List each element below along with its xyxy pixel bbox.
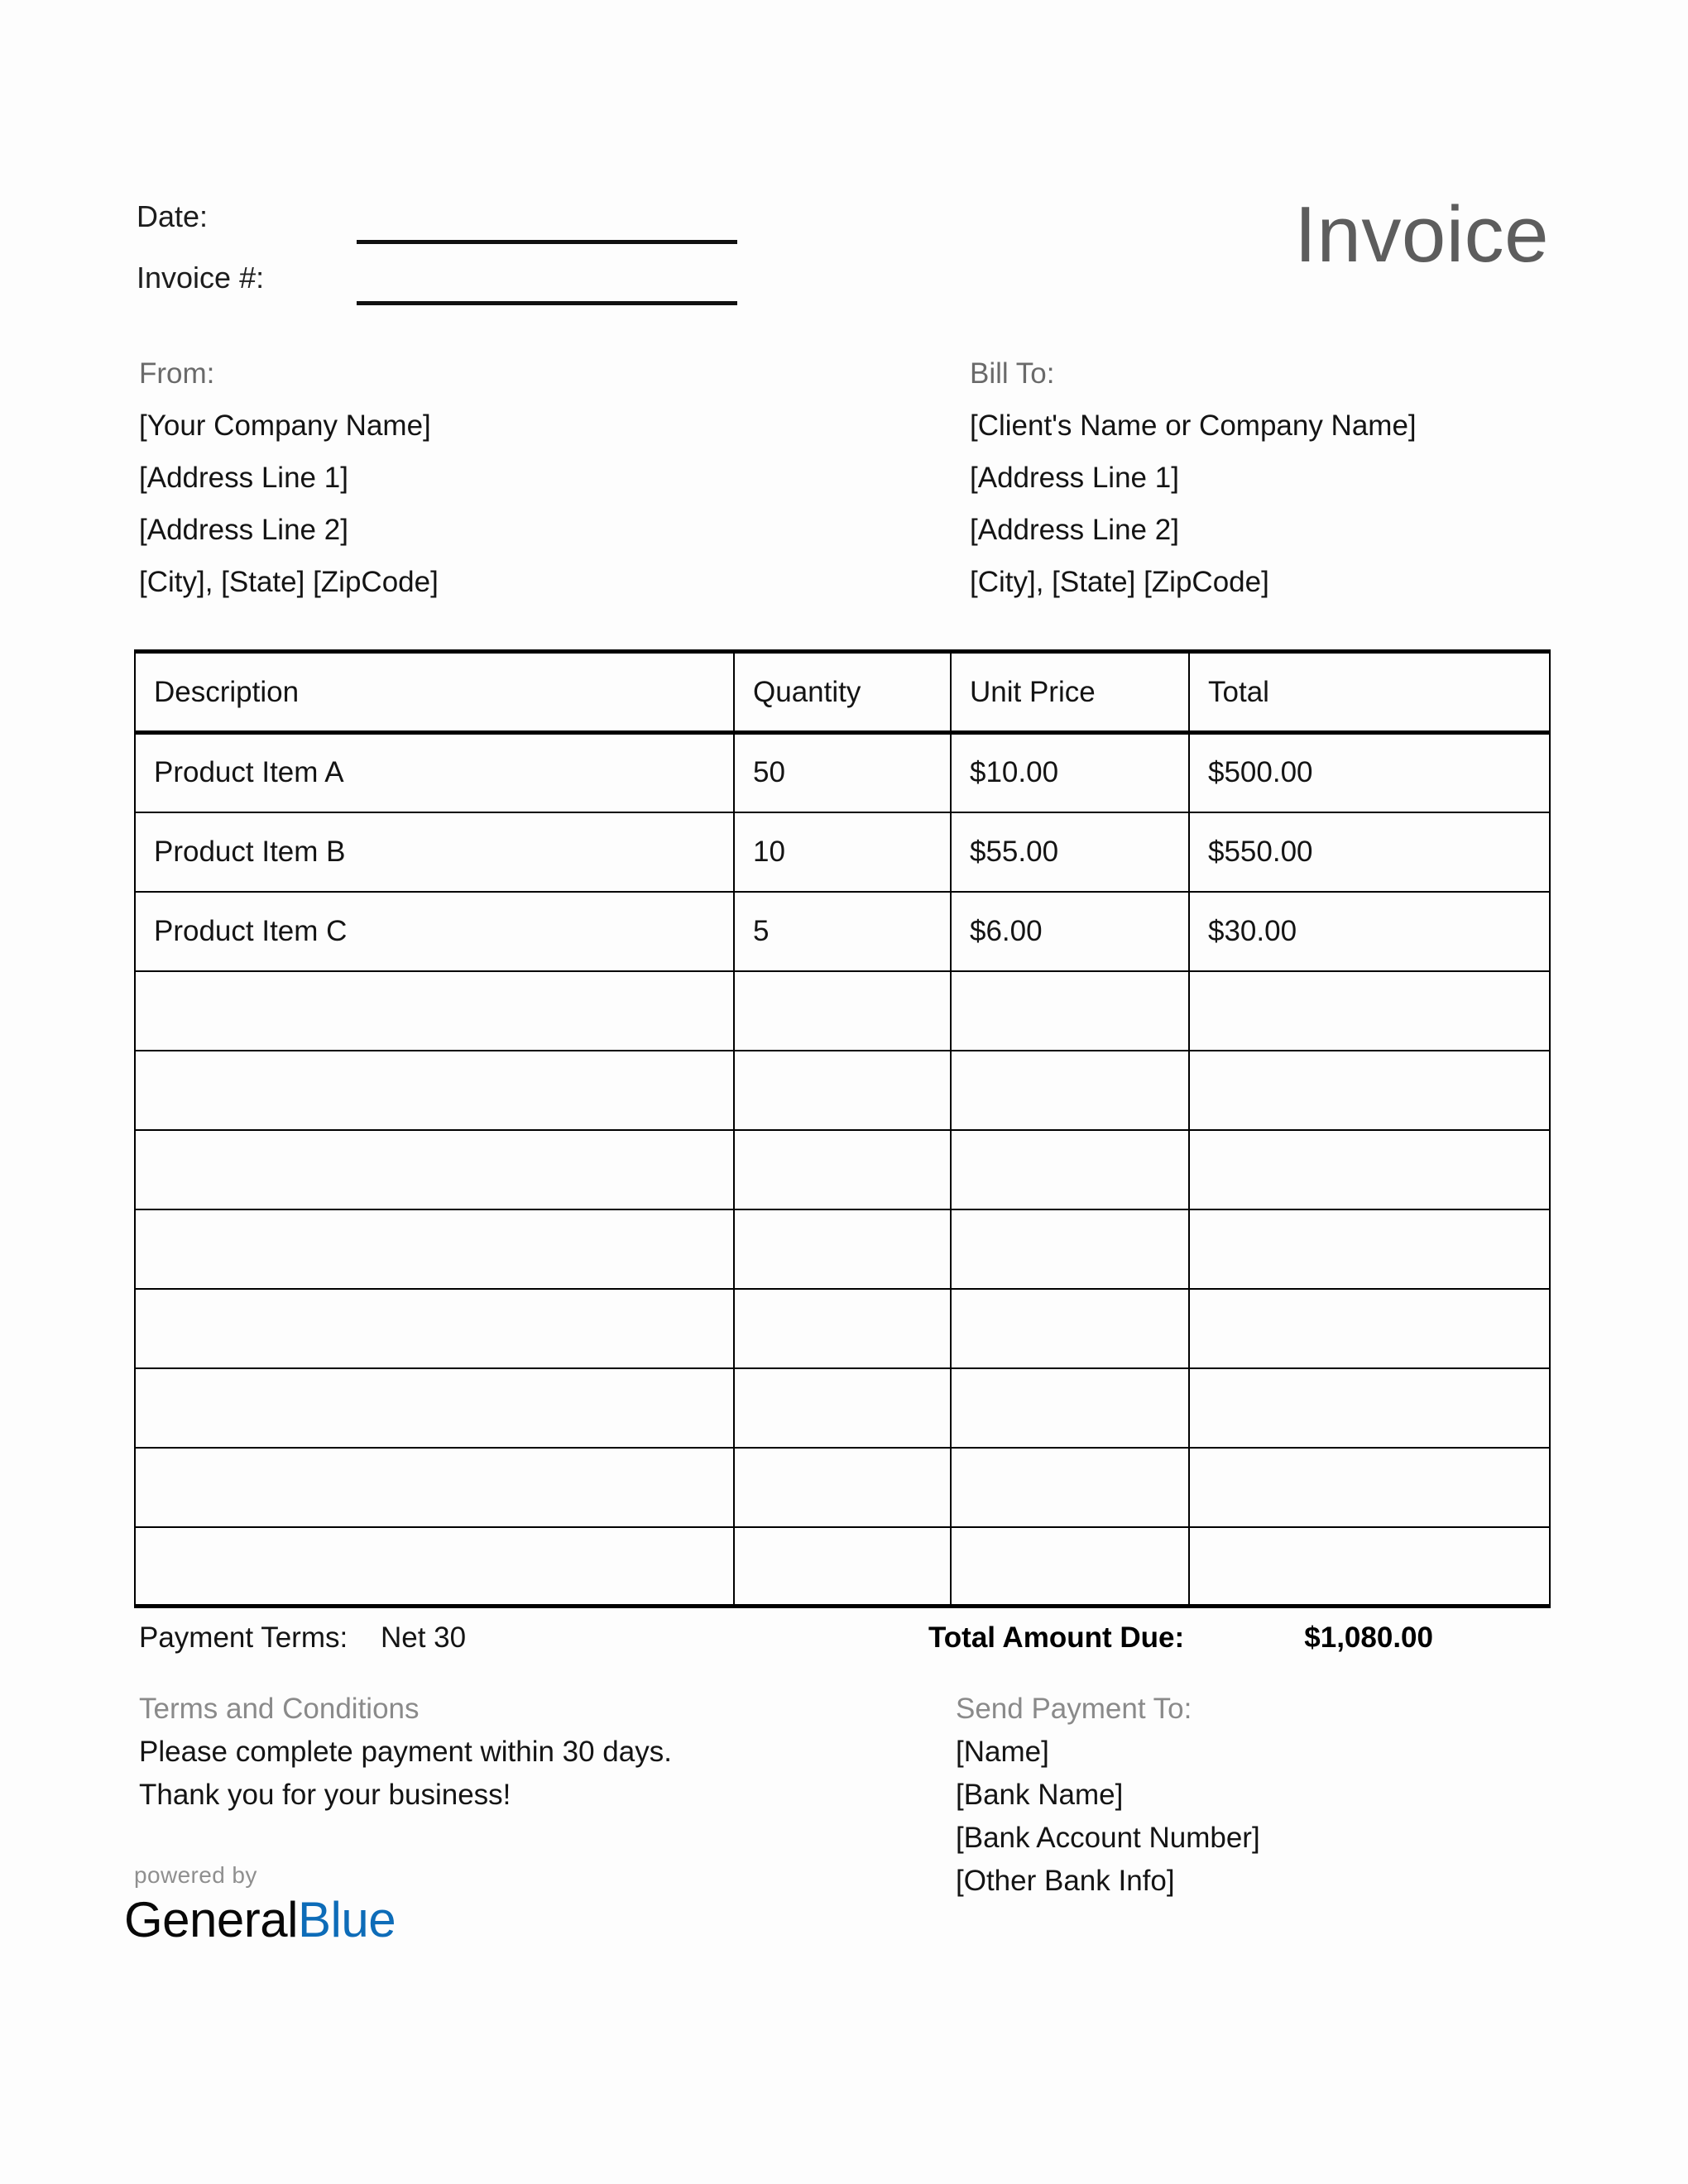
send-payment-to-heading: Send Payment To:	[956, 1693, 1192, 1725]
cell-total[interactable]: $550.00	[1189, 812, 1550, 892]
cell-description[interactable]	[135, 1527, 734, 1607]
payment-terms-label: Payment Terms:	[139, 1621, 348, 1654]
cell-total[interactable]	[1189, 1368, 1550, 1448]
cell-total[interactable]	[1189, 1130, 1550, 1209]
remit-line-1: [Name]	[956, 1736, 1049, 1768]
table-row	[135, 971, 1550, 1051]
column-header-description: Description	[135, 652, 734, 733]
cell-quantity[interactable]	[734, 1527, 951, 1607]
invoice-number-label: Invoice #:	[137, 261, 265, 295]
parties-section	[0, 347, 1688, 596]
terms-heading: Terms and Conditions	[139, 1693, 420, 1725]
total-amount-due-value: $1,080.00	[1304, 1621, 1433, 1654]
bill-to-line-4: [City], [State] [ZipCode]	[970, 566, 1269, 598]
cell-quantity[interactable]: 50	[734, 733, 951, 812]
brand-name-general: General	[124, 1892, 298, 1947]
cell-quantity[interactable]: 10	[734, 812, 951, 892]
cell-quantity[interactable]	[734, 1130, 951, 1209]
invoice-footer	[0, 1688, 1688, 2002]
cell-description[interactable]	[135, 1130, 734, 1209]
payment-terms-value: Net 30	[380, 1621, 467, 1654]
cell-total[interactable]	[1189, 1209, 1550, 1289]
cell-unit-price[interactable]: $10.00	[951, 733, 1189, 812]
cell-quantity[interactable]	[734, 1448, 951, 1527]
bill-to-block	[970, 347, 1648, 608]
from-heading: From:	[139, 357, 215, 390]
from-line-4: [City], [State] [ZipCode]	[139, 566, 439, 598]
cell-description[interactable]	[135, 1448, 734, 1527]
column-header-total: Total	[1189, 652, 1550, 733]
from-block	[139, 347, 784, 608]
cell-total[interactable]	[1189, 1289, 1550, 1368]
bill-to-line-1: [Client's Name or Company Name]	[970, 410, 1417, 442]
cell-description[interactable]: Product Item C	[135, 892, 734, 971]
cell-description[interactable]	[135, 971, 734, 1051]
table-row	[135, 733, 1550, 812]
from-line-1: [Your Company Name]	[139, 410, 431, 442]
cell-unit-price[interactable]	[951, 1209, 1189, 1289]
cell-quantity[interactable]	[734, 1368, 951, 1448]
table-header-row	[135, 652, 1550, 733]
brand-name-blue: Blue	[297, 1892, 396, 1947]
bill-to-line-2: [Address Line 1]	[970, 462, 1179, 494]
generalblue-logo	[124, 1860, 396, 1949]
invoice-header	[0, 0, 1688, 331]
cell-description[interactable]	[135, 1289, 734, 1368]
cell-quantity[interactable]	[734, 1289, 951, 1368]
table-row	[135, 1209, 1550, 1289]
cell-total[interactable]	[1189, 1448, 1550, 1527]
cell-total[interactable]: $500.00	[1189, 733, 1550, 812]
totals-strip	[0, 1616, 1688, 1674]
cell-unit-price[interactable]	[951, 1289, 1189, 1368]
total-amount-due-label: Total Amount Due:	[928, 1621, 1185, 1654]
line-items-body	[135, 733, 1550, 1607]
page-title: Invoice	[1294, 190, 1549, 279]
cell-quantity[interactable]	[734, 971, 951, 1051]
table-row	[135, 1527, 1550, 1607]
bill-to-heading: Bill To:	[970, 357, 1055, 390]
cell-total[interactable]	[1189, 1051, 1550, 1130]
table-row	[135, 1368, 1550, 1448]
cell-unit-price[interactable]	[951, 971, 1189, 1051]
table-row	[135, 812, 1550, 892]
date-row	[137, 197, 749, 258]
cell-unit-price[interactable]: $55.00	[951, 812, 1189, 892]
cell-total[interactable]: $30.00	[1189, 892, 1550, 971]
terms-and-conditions-block	[139, 1688, 851, 1817]
cell-description[interactable]: Product Item B	[135, 812, 734, 892]
column-header-unit-price: Unit Price	[951, 652, 1189, 733]
invoice-number-input-rule[interactable]	[357, 301, 737, 305]
table-row	[135, 892, 1550, 971]
cell-unit-price[interactable]	[951, 1368, 1189, 1448]
payment-terms	[139, 1616, 466, 1660]
cell-description[interactable]	[135, 1051, 734, 1130]
powered-by-label: powered by	[134, 1862, 257, 1888]
cell-quantity[interactable]: 5	[734, 892, 951, 971]
cell-unit-price[interactable]	[951, 1130, 1189, 1209]
send-payment-to-block	[956, 1688, 1642, 1903]
table-row	[135, 1289, 1550, 1368]
cell-description[interactable]	[135, 1368, 734, 1448]
cell-total[interactable]	[1189, 971, 1550, 1051]
cell-quantity[interactable]	[734, 1209, 951, 1289]
from-line-2: [Address Line 1]	[139, 462, 348, 494]
date-label: Date:	[137, 199, 209, 233]
from-line-3: [Address Line 2]	[139, 514, 348, 546]
cell-description[interactable]: Product Item A	[135, 733, 734, 812]
cell-description[interactable]	[135, 1209, 734, 1289]
line-items-table	[134, 649, 1551, 1608]
invoice-number-row	[137, 258, 749, 319]
cell-unit-price[interactable]	[951, 1051, 1189, 1130]
bill-to-line-3: [Address Line 2]	[970, 514, 1179, 546]
cell-unit-price[interactable]: $6.00	[951, 892, 1189, 971]
terms-line-2: Thank you for your business!	[139, 1779, 511, 1811]
cell-total[interactable]	[1189, 1527, 1550, 1607]
remit-line-2: [Bank Name]	[956, 1779, 1124, 1811]
table-row	[135, 1051, 1550, 1130]
date-input-rule[interactable]	[357, 240, 737, 244]
remit-line-4: [Other Bank Info]	[956, 1865, 1175, 1897]
cell-unit-price[interactable]	[951, 1448, 1189, 1527]
table-row	[135, 1130, 1550, 1209]
terms-line-1: Please complete payment within 30 days.	[139, 1736, 672, 1768]
cell-unit-price[interactable]	[951, 1527, 1189, 1607]
invoice-meta-block	[137, 197, 749, 319]
remit-line-3: [Bank Account Number]	[956, 1822, 1260, 1854]
brand-wordmark	[124, 1891, 396, 1949]
column-header-quantity: Quantity	[734, 652, 951, 733]
table-row	[135, 1448, 1550, 1527]
cell-quantity[interactable]	[734, 1051, 951, 1130]
